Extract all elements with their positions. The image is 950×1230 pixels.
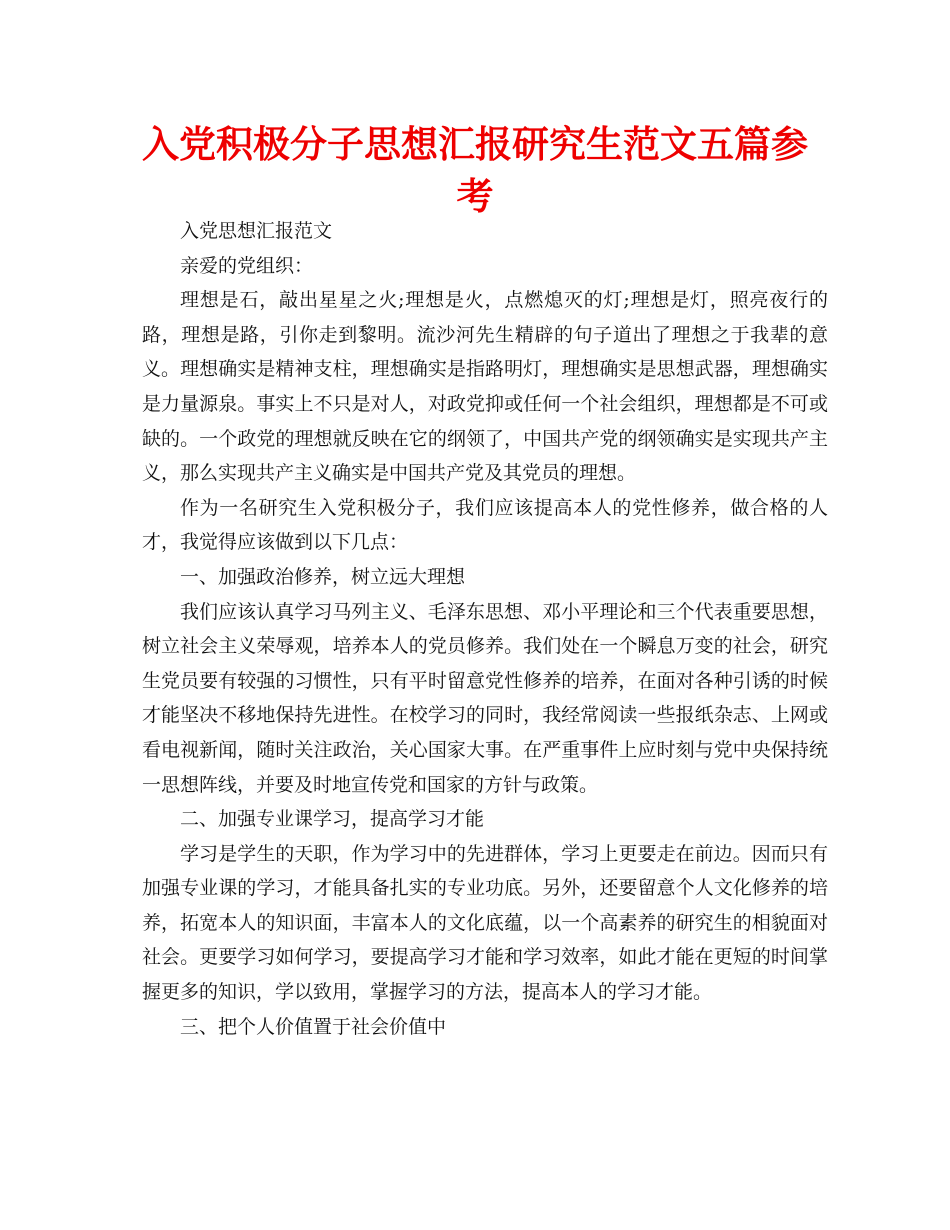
salutation: 亲爱的党组织：: [180, 254, 314, 277]
paragraph-study: 学习是学生的天职，作为学习中的先进群体，学习上更要走在前边。因而只有加强专业课的学习，才能具备扎实的专业功底。另外，还要留意个人文化修养的培养，拓宽本人的知识面，丰富本人的文化底蕴，以一个高素养的研究生的相貌面对社会。更要学习如何学习，要提高学习才能和学习效率，如此才能在更短的时间掌握更多的知识，学以致用，掌握学习的方法，提高本人的学习才能。: [142, 842, 828, 1004]
document-body: [142, 214, 828, 1044]
section-heading-2: 二、加强专业课学习，提高学习才能: [180, 808, 485, 831]
heading-report-sample: 入党思想汇报范文: [180, 220, 333, 242]
paragraph-political-cultivation: 我们应该认真学习马列主义、毛泽东思想、邓小平理论和三个代表重要思想，树立社会主义荣辱观，培养本人的党员修养。我们处在一个瞬息万变的社会，研究生党员要有较强的习惯性，只有平时留意党性修养的培养，在面对各种引诱的时候才能坚决不移地保持先进性。在校学习的同时，我经常阅读一些报纸杂志、上网或看电视新闻，随时关注政治，关心国家大事。在严重事件上应时刻与党中央保持统一思想阵线，并要及时地宣传党和国家的方针与政策。: [142, 600, 828, 796]
paragraph-ideals: 理想是石，敲出星星之火;理想是火，点燃熄灭的灯;理想是灯，照亮夜行的路，理想是路，引你走到黎明。流沙河先生精辟的句子道出了理想之于我辈的意义。理想确实是精神支柱，理想确实是指路明灯，理想确实是思想武器，理想确实是力量源泉。事实上不只是对人，对政党抑或任何一个社会组织，理想都是不可或缺的。一个政党的理想就反映在它的纲领了，中国共产党的纲领确实是实现共产主义，那么实现共产主义确实是中国共产党及其党员的理想。: [142, 289, 828, 485]
section-heading-3: 三、把个人价值置于社会价值中: [180, 1015, 447, 1038]
document-title: 入党积极分子思想汇报研究生范文五篇参考: [142, 122, 808, 218]
paragraph-intro-points: 作为一名研究生入党积极分子，我们应该提高本人的党性修养，做合格的人才，我觉得应该做到以下几点：: [142, 496, 828, 554]
section-heading-1: 一、加强政治修养，树立远大理想: [180, 565, 466, 588]
